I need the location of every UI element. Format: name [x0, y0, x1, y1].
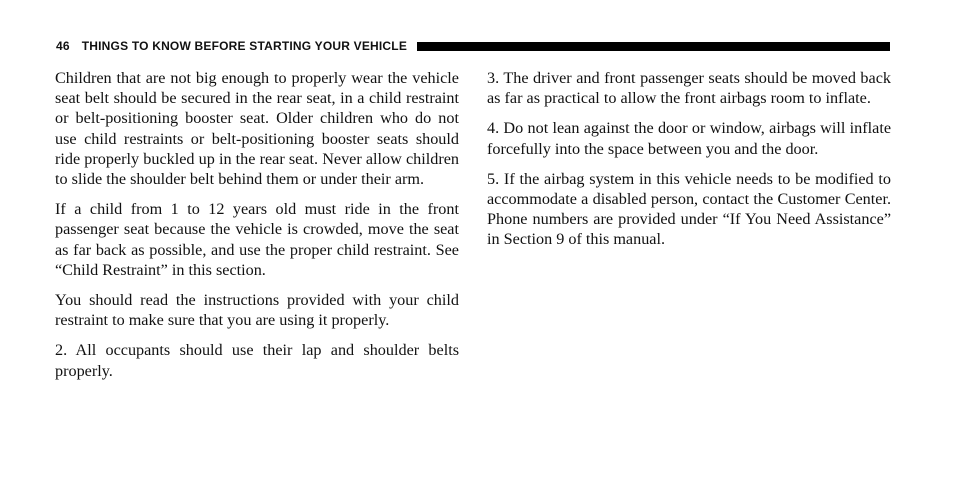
right-column	[487, 68, 891, 260]
paragraph-item-3: 3. The driver and front passenger seats should be moved back as far as practical to allow the front airbags room to inflate.	[487, 69, 891, 108]
paragraph-front-seat-child: If a child from 1 to 12 years old must ride in the front passenger seat because the vehicle is crowded, move the seat as far back as possible, and use the proper child restraint. See “Child Restraint” in this section.	[55, 200, 459, 279]
section-title: THINGS TO KNOW BEFORE STARTING YOUR VEHICLE	[81, 39, 408, 53]
paragraph-children-rear-seat: Children that are not big enough to properly wear the vehicle seat belt should be secured in the rear seat, in a child restraint or belt-positioning booster seat. Older children who do not use child restraints or belt-positioning booster seats should ride properly buckled up in the rear seat. Never allow children to slide the shoulder belt behind them or under their arm.	[55, 69, 459, 189]
paragraph-read-instructions: You should read the instructions provided with your child restraint to make sure that you are using it properly.	[55, 291, 459, 330]
left-column	[55, 68, 459, 391]
page-number: 46	[56, 39, 70, 53]
paragraph-item-4: 4. Do not lean against the door or window, airbags will inflate forcefully into the space between you and the door.	[487, 119, 891, 158]
page-header	[56, 38, 890, 54]
paragraph-item-5: 5. If the airbag system in this vehicle needs to be modified to accommodate a disabled person, contact the Customer Center. Phone numbers are provided under “If You Need Assistance” in Section 9 of this manual.	[487, 169, 891, 249]
paragraph-item-2: 2. All occupants should use their lap and shoulder belts properly.	[55, 341, 459, 380]
header-rule	[417, 42, 890, 51]
